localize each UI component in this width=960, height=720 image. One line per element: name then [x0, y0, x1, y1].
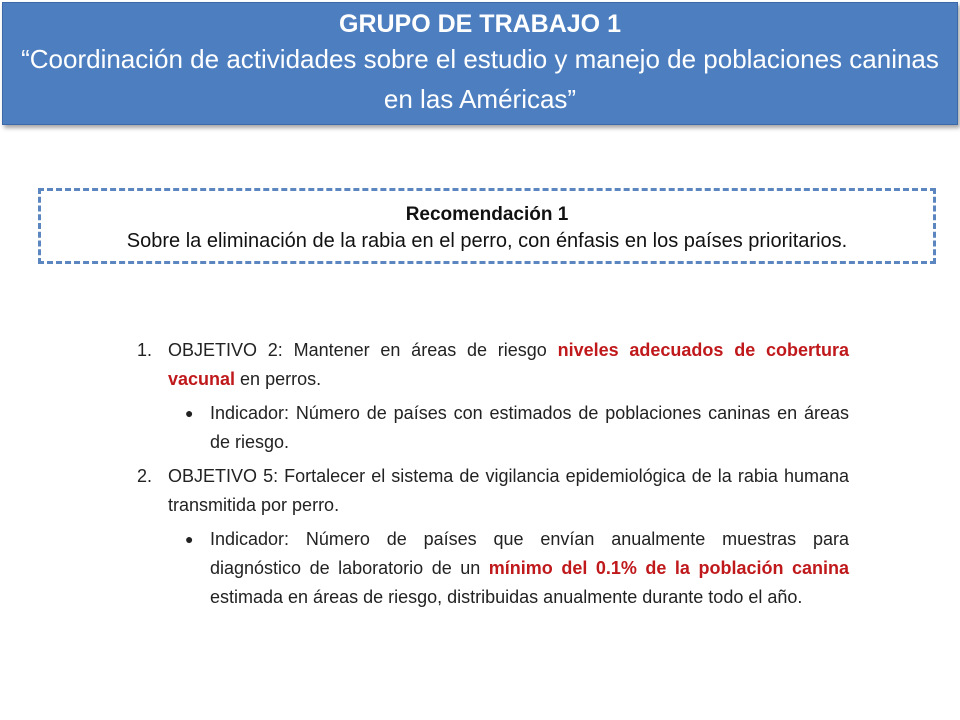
- objectives-list: [137, 336, 849, 617]
- objective-item-1: [137, 336, 849, 394]
- indicator-text-start: Indicador: Número de países que envían anualmente muestras para diagnóstico de laboratorio de un: [210, 529, 849, 578]
- indicator-text: [210, 399, 849, 457]
- recommendation-text: Sobre la eliminación de la rabia en el perro, con énfasis en los países prioritarios.: [126, 230, 848, 252]
- objective-number: 2.: [137, 466, 153, 486]
- bullet-dot-icon: ●: [185, 405, 194, 421]
- objective-text-start: OBJETIVO 5: Fortalecer el sistema de vigilancia epidemiológica de la rabia humana transmitida por perro.: [168, 466, 849, 515]
- objective-item-2: [137, 462, 849, 520]
- indicator-text-start: Indicador: Número de países con estimados de poblaciones caninas en áreas de riesgo.: [210, 403, 849, 452]
- indicator-highlight: mínimo del 0.1% de la población canina: [488, 558, 849, 578]
- bullet-dot-icon: ●: [185, 531, 194, 547]
- indicator-text: [210, 525, 849, 612]
- objective-text-end: en perros.: [235, 369, 322, 389]
- objective-text: [168, 336, 849, 394]
- header-title: GRUPO DE TRABAJO 1: [339, 10, 621, 38]
- recommendation-box: [38, 188, 936, 264]
- indicator-item-2: [179, 525, 849, 612]
- recommendation-title: Recomendación 1: [405, 204, 569, 225]
- header-subtitle: “Coordinación de actividades sobre el estudio y manejo de poblaciones caninas en las Américas”: [21, 44, 939, 114]
- header-banner: [2, 2, 958, 125]
- objective-text: [168, 462, 849, 520]
- objective-highlight: niveles adecuados de cobertura vacunal: [168, 340, 849, 389]
- indicator-text-end: estimada en áreas de riesgo, distribuidas anualmente durante todo el año.: [210, 587, 803, 607]
- objective-text-start: OBJETIVO 2: Mantener en áreas de riesgo: [168, 340, 558, 360]
- indicator-item-1: [179, 399, 849, 457]
- objective-number: 1.: [137, 340, 153, 360]
